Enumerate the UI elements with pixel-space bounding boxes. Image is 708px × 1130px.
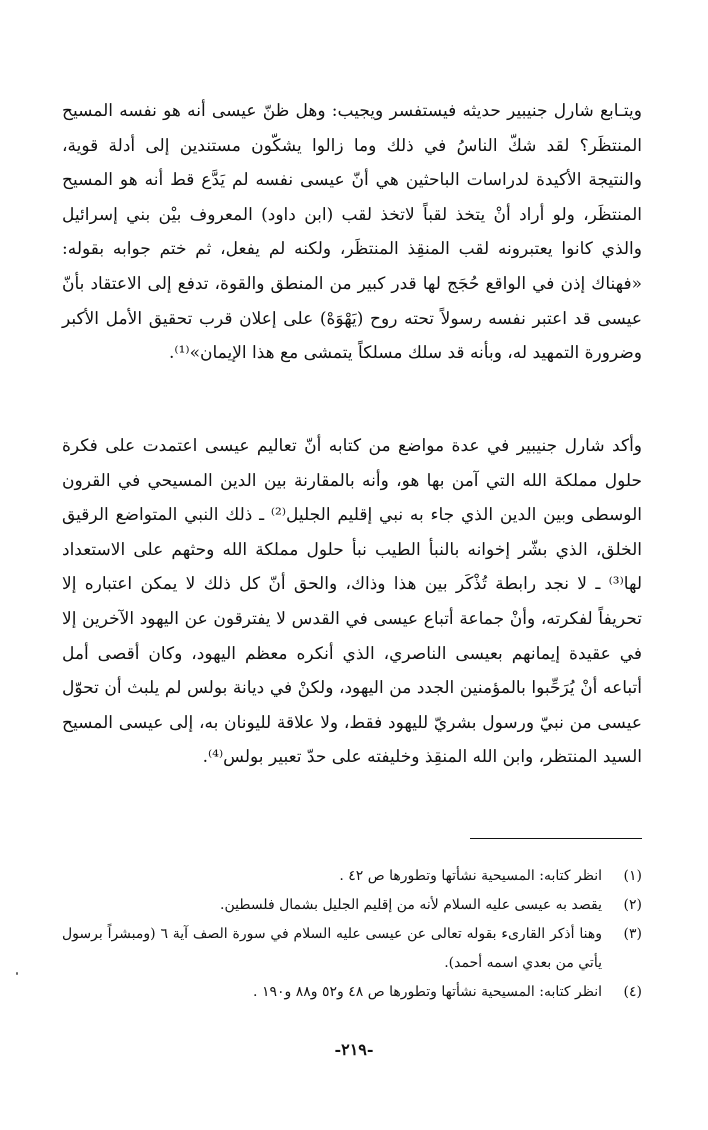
footnote-text: انظر كتابه: المسيحية نشأتها وتطورها ص ٤٢ .	[339, 868, 602, 884]
page-number: -٢١٩-	[334, 1040, 374, 1059]
footnote-number: (٤)	[623, 984, 642, 1000]
scan-speck	[16, 972, 18, 975]
footnote-number: (٢)	[623, 897, 642, 913]
footnote-text: انظر كتابه: المسيحية نشأتها وتطورها ص ٤٨ و٥٢ و٨٨ و١٩٠ .	[253, 984, 602, 1000]
footnote-3	[62, 920, 642, 978]
footnote-4	[62, 978, 642, 1007]
footnote-1	[62, 862, 642, 891]
footnote-text: وهنا أذكر القارىء بقوله تعالى عن عيسى عليه السلام في سورة الصف آية ٦ (ومبشراً برسول يأتي من بعدي اسمه أحمد).	[62, 926, 602, 971]
footnotes-list	[62, 862, 642, 1007]
footnote-2	[62, 891, 642, 920]
paragraph-1: ويتـابع شارل جنيبير حديثه فيستفسر ويجيب: وهل ظنّ عيسى أنه هو نفسه المسيح المنتظَر؟ لقد شكّ الناسُ في ذلك وما زالوا يشكّون مستندين إلى أدلة قوية، والنتيجة الأكيدة لدراسات الباحثين هي أنّ عيسى نفسه لم يَدَّع قط أنه هو المسيح المنتظَر، ولو أراد أنْ يتخذ لقباً لاتخذ لقب (ابن داود) المعروف بيْن بني إسرائيل والذي كانوا يعتبرونه لقب المنقِذ المنتظَر، ولكنه لم يفعل، ثم ختم جوابه بقوله: «فهناك إذن في الواقع حُجَج لها قدر كبير من المنطق والقوة، تدفع إلى الاعتقاد بأنّ عيسى قد اعتبر نفسه رسولاً تحته روح (يَهْوَهْ) على إعلان قرب تحقيق الأمل الأكبر وضرورة التمهيد له، وبأنه قد سلك مسلكاً يتمشى مع هذا الإيمان»⁽¹⁾.	[62, 101, 642, 364]
paragraph-2: وأكد شارل جنيبير في عدة مواضع من كتابه أنّ تعاليم عيسى اعتمدت على فكرة حلول مملكة الله التي آمن بها هو، وأنه بالمقارنة بين الدين المسيحي في القرون الوسطى وبين الدين الذي جاء به نبي إقليم الجليل⁽²⁾ ـ ذلك النبي المتواضع الرقيق الخلق، الذي بشّر إخوانه بالنبأ الطيب نبأ حلول مملكة الله وحثهم على الاستعداد لها⁽³⁾ ـ لا نجد رابطة تُذْكَر بين هذا وذاك، والحق أنّ كل ذلك لا يمكن اعتباره إلا تحريفاً لفكرته، وأنْ جماعة أتباع عيسى في القدس لا يفترقون عن اليهود الآخرين إلا في عقيدة إيمانهم بعيسى الناصري، الذي أنكره معظم اليهود، وكان أقصى أمل أتباعه أنْ يُرَحِّبوا بالمؤمنين الجدد من اليهود، ولكنْ في ديانة بولس لم يلبث أن تحوّل عيسى من نبيّ ورسول بشريّ لليهود فقط، ولا علاقة لليونان به، إلى عيسى المسيح السيد المنتظر، وابن الله المنقِذ وخليفته على حدّ تعبير بولس⁽⁴⁾.	[62, 436, 642, 768]
footnote-text: يقصد به عيسى عليه السلام لأنه من إقليم الجليل بشمال فلسطين.	[220, 897, 602, 913]
footnote-number: (٣)	[623, 926, 642, 942]
footnote-number: (١)	[623, 868, 642, 884]
footnote-separator	[470, 838, 642, 839]
